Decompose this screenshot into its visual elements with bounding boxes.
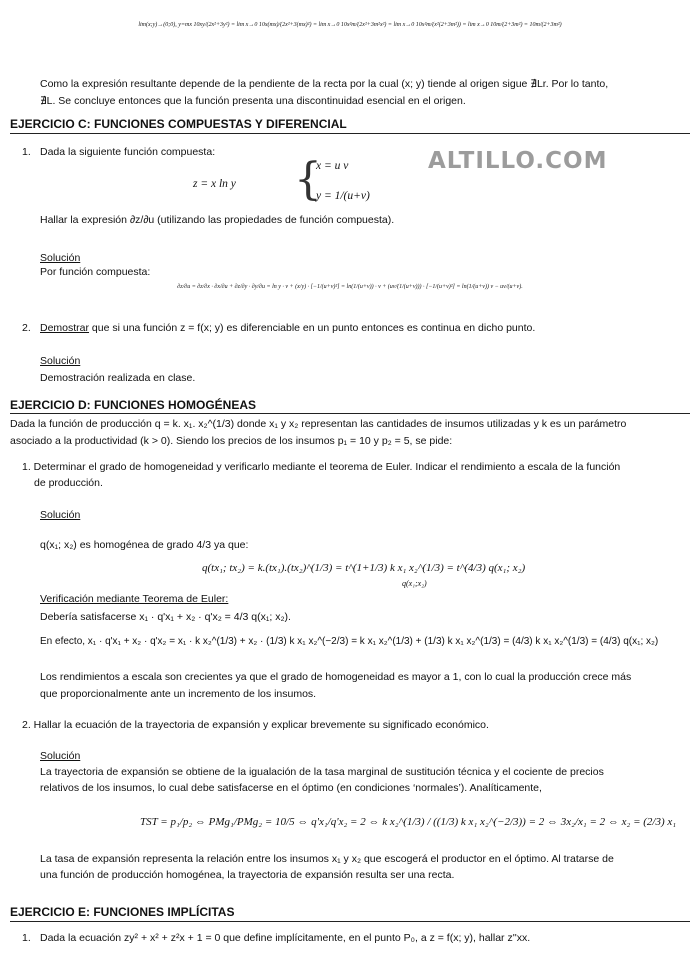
euler-verification: En efecto, x₁ · q'x₁ + x₂ · q'x₂ = x₁ · k x₂^(1/3) + x₂ · (1/3) k x₁ x₂^(−2/3) = k x₁ x₂^(1/3) + (1/3) k x₁ x₂^(1/3) = (4/3) k x₁ x₂^(1/3) = (4/3) q(x₁; x₂) (40, 636, 659, 647)
returns-line-1: Los rendimientos a escala son crecientes ya que el grado de homogeneidad es mayor a 1, con lo cual la producción crece más (40, 671, 632, 683)
section-divider (10, 133, 690, 134)
intro-line-2: asociado a la productividad (k > 0). Siendo los precios de los insumos p₁ = 10 y p₂ = 5, se pide: (10, 435, 453, 447)
composite-function: z = x ln y (193, 178, 236, 190)
trajectory-line-1: La trayectoria de expansión se obtiene de la igualación de la tasa marginal de sustitución técnica y el cociente de precios (40, 766, 604, 778)
item-number: 1. (22, 146, 31, 158)
item-text-continuation: de producción. (34, 477, 103, 489)
item-text-rest: que si una función z = f(x; y) es diferenciable en un punto entonces es continua en dicho punto. (89, 322, 536, 334)
returns-line-2: que proporcionalmente ante un incremento de los insumos. (40, 688, 317, 700)
homogeneity-equation: q(tx₁; tx₂) = k.(tx₁).(tx₂)^(1/3) = t^(1+1/3) k x₁ x₂^(1/3) = t^(4/3) q(x₁; x₂) (202, 562, 526, 574)
item-text: Dada la siguiente función compuesta: (40, 146, 216, 158)
solution-label: Solución (40, 252, 81, 264)
demonstration-note: Demostración realizada en clase. (40, 372, 196, 384)
item-text (40, 322, 535, 334)
section-divider (10, 921, 690, 922)
ejercicio-d-title: EJERCICIO D: FUNCIONES HOMOGÉNEAS (10, 398, 257, 412)
item-text: 1. Determinar el grado de homogeneidad y verificarlo mediante el teorema de Euler. Indicar el rendimiento a escala de la función (22, 461, 621, 473)
ejercicio-c-title: EJERCICIO C: FUNCIONES COMPUESTAS Y DIFERENCIAL (10, 117, 347, 131)
section-divider (10, 413, 690, 414)
solution-label: Solución (40, 509, 81, 521)
trajectory-line-2: relativos de los insumos, lo cual debe satisfacerse en el óptimo (en condiciones ‘normales’). Analíticamente, (40, 782, 542, 794)
chain-rule-equation: ∂z/∂u = ∂z/∂x · ∂x/∂u + ∂z/∂y · ∂y/∂u = ln y · v + (x/y) · [−1/(u+v)²] = ln(1/(u+v)) · v + (uv/(1/(u+v))) · [−1/(u+v)²] = ln(1/(u+v)) v − uv/(u+v). (177, 284, 523, 290)
item-number: 2. (22, 322, 31, 334)
limit-equation: lim(x;y)→(0;0), y=mx 10xy/(2x²+3y²) = lim x→0 10x(mx)/(2x²+3(mx)²) = lim x→0 10x²m/(2x²+3m²x²) = lim x→0 10x²m/(x²(2+3m²)) = lim x→0 10m/(2+3m²) = 10m/(2+3m²) (138, 22, 562, 28)
watermark: ALTILLO.COM (428, 148, 608, 174)
conclusion-line-2: ∄L. Se concluye entonces que la función presenta una discontinuidad esencial en el origen. (40, 95, 466, 107)
solution-label: Solución (40, 750, 81, 762)
homogeneity-statement: q(x₁; x₂) es homogénea de grado 4/3 ya que: (40, 539, 249, 551)
item-number: 1. (22, 932, 31, 944)
underbrace-label: q(x₁;x₂) (402, 579, 427, 588)
system-y: y = 1/(u+v) (316, 190, 370, 202)
underlined-word: Demostrar (40, 322, 90, 334)
tst-equation: TST = p₁/p₂ ⇔ PMg₁/PMg₂ = 10/5 ⇔ q'x₁/q'x₂ = 2 ⇔ k x₂^(1/3) / ((1/3) k x₁ x₂^(−2/3)) = 2 ⇔ 3x₂/x₁ = 2 ⇔ x₂ = (2/3) x₁ (140, 816, 677, 828)
item-text: Dada la ecuación zy² + x² + z²x + 1 = 0 que define implícitamente, en el punto P₀, a z = f(x; y), hallar z''xx. (40, 932, 531, 944)
euler-title: Verificación mediante Teorema de Euler: (40, 593, 229, 605)
ejercicio-e-title: EJERCICIO E: FUNCIONES IMPLÍCITAS (10, 905, 235, 919)
item-text: 2. Hallar la ecuación de la trayectoria de expansión y explicar brevemente su significado económico. (22, 719, 489, 731)
system-x: x = u v (316, 160, 349, 172)
solution-label: Solución (40, 355, 81, 367)
find-instruction: Hallar la expresión ∂z/∂u (utilizando las propiedades de función compuesta). (40, 214, 395, 226)
expansion-line-1: La tasa de expansión representa la relación entre los insumos x₁ y x₂ que escogerá el productor en el óptimo. Al tratarse de (40, 853, 614, 865)
method-label: Por función compuesta: (40, 266, 151, 278)
brace-icon: { (294, 154, 322, 205)
expansion-line-2: una función de producción homogénea, la trayectoria de expansión resulta ser una recta. (40, 869, 455, 881)
intro-line-1: Dada la función de producción q = k. x₁. x₂^(1/3) donde x₁ y x₂ representan las cantidades de insumos utilizadas y k es un parámetro (10, 418, 627, 430)
conclusion-line-1: Como la expresión resultante depende de la pendiente de la recta por la cual (x; y) tiende al origen sigue ∄Lr. Por lo tanto, (40, 78, 609, 90)
euler-condition: Debería satisfacerse x₁ · q'x₁ + x₂ · q'x₂ = 4/3 q(x₁; x₂). (40, 611, 291, 623)
